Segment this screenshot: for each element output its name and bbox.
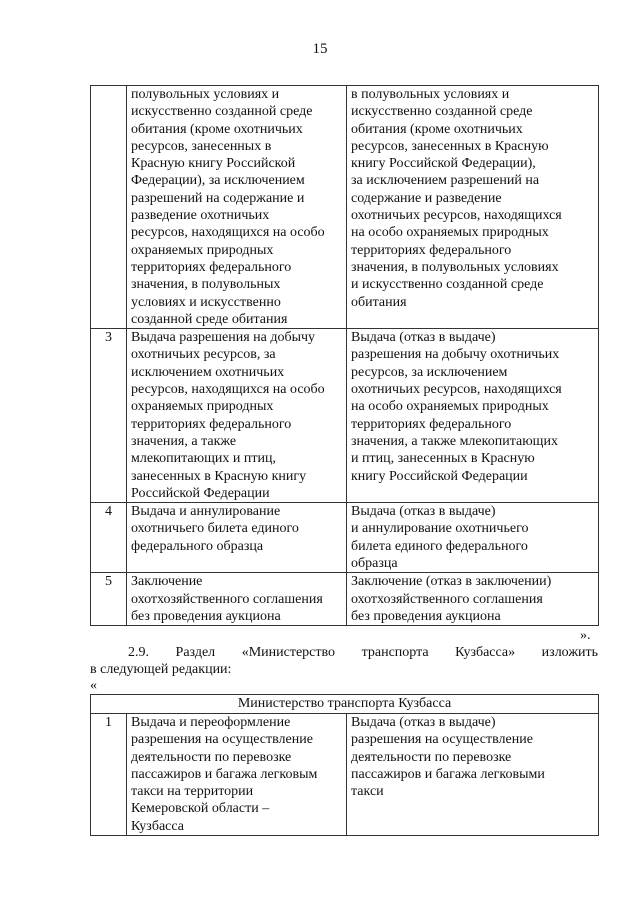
cell-line: на особо охраняемых природных [351, 399, 549, 415]
cell-line: охотхозяйственного соглашения [131, 591, 323, 607]
cell-line: территориях федерального [351, 242, 512, 258]
service-name-cell [127, 714, 347, 836]
cell-line: разрешений на содержание и [131, 190, 305, 206]
service-name-cell [127, 86, 347, 329]
paragraph-word: транспорта [361, 645, 429, 660]
cell-line: Выдача (отказ в выдаче) [351, 504, 496, 520]
table-row [91, 329, 599, 503]
cell-line: федерального образца [131, 538, 264, 554]
cell-line: образца [351, 556, 398, 572]
cell-line: охотничьих ресурсов, за [131, 347, 276, 363]
cell-line: без проведения аукциона [351, 608, 501, 624]
cell-line: охотхозяйственного соглашения [351, 591, 543, 607]
row-number: 4 [91, 503, 127, 573]
cell-line: Красную книгу Российской [131, 156, 296, 172]
cell-line: охотничьих ресурсов, находящихся [351, 382, 562, 398]
cell-line: Выдача и аннулирование [131, 504, 281, 520]
paragraph-word: 2.9. [128, 645, 149, 660]
cell-line: Федерации), за исключением [131, 173, 305, 189]
cell-line: такси [351, 784, 384, 800]
cell-line: созданной среде обитания [131, 311, 288, 327]
cell-line: обитания (кроме охотничьих [351, 121, 523, 137]
ministry-header: Министерство транспорта Кузбасса [91, 695, 599, 714]
cell-line: разрешения на осуществление [131, 732, 313, 748]
cell-line: значения, в полувольных [131, 277, 281, 293]
cell-line: искусственно созданной среде [351, 104, 533, 120]
cell-line: и искусственно созданной среде [351, 277, 544, 293]
table-row [91, 86, 599, 329]
paragraph-word: Раздел [175, 645, 216, 660]
cell-line: млекопитающих и птиц, [131, 451, 276, 467]
service-name-cell [127, 329, 347, 503]
paragraph-first-line [90, 644, 598, 661]
cell-line: разведение охотничьих [131, 208, 270, 224]
service-description-cell [347, 503, 599, 573]
cell-line: условиях и искусственно [131, 294, 281, 310]
cell-line: охотничьего билета единого [131, 521, 299, 537]
table-row [91, 503, 599, 573]
services-table-continued [90, 85, 599, 626]
table-row [91, 714, 599, 836]
cell-line: охраняемых природных [131, 399, 274, 415]
cell-line: ресурсов, находящихся на особо [131, 225, 325, 241]
cell-line: охраняемых природных [131, 242, 274, 258]
cell-line: деятельности по перевозке [351, 749, 512, 765]
cell-line: такси на территории [131, 784, 254, 800]
cell-line: разрешения на добычу охотничьих [351, 347, 560, 363]
service-description-cell [347, 573, 599, 626]
row-number: 3 [91, 329, 127, 503]
service-description-cell [347, 329, 599, 503]
row-number: 5 [91, 573, 127, 626]
paragraph-second-line: в следующей редакции: [90, 662, 232, 678]
cell-line: ресурсов, занесенных в [131, 138, 272, 154]
cell-line: территориях федерального [131, 259, 292, 275]
cell-line: искусственно созданной среде [131, 104, 313, 120]
cell-line: книгу Российской Федерации), [351, 156, 536, 172]
cell-line: значения, а также млекопитающих [351, 433, 558, 449]
cell-line: книгу Российской Федерации [351, 468, 528, 484]
cell-line: Заключение (отказ в заключении) [351, 574, 552, 590]
cell-line: территориях федерального [351, 416, 512, 432]
cell-line: и аннулирование охотничьего [351, 521, 529, 537]
cell-line: за исключением разрешений на [351, 173, 540, 189]
cell-line: занесенных в Красную книгу [131, 468, 307, 484]
transport-ministry-table [90, 694, 599, 836]
cell-line: Выдача и переоформление [131, 715, 291, 730]
cell-line: разрешения на осуществление [351, 732, 533, 748]
table-row [91, 573, 599, 626]
cell-line: без проведения аукциона [131, 608, 281, 624]
paragraph-word: «Министерство [241, 645, 336, 660]
paragraph-word: Кузбасса» [455, 645, 516, 660]
page-number: 15 [312, 41, 328, 57]
cell-line: деятельности по перевозке [131, 749, 292, 765]
paragraph-word: изложить [541, 645, 598, 660]
cell-line: значения, в полувольных условиях [351, 259, 559, 275]
cell-line: ресурсов, занесенных в Красную [351, 138, 549, 154]
cell-line: обитания (кроме охотничьих [131, 121, 303, 137]
closing-quote: ». [580, 628, 591, 643]
cell-line: Кемеровской области – [131, 801, 270, 817]
cell-line: на особо охраняемых природных [351, 225, 549, 241]
row-number [91, 86, 127, 329]
cell-line: территориях федерального [131, 416, 292, 432]
cell-line: пассажиров и багажа легковыми [351, 766, 545, 782]
cell-line: билета единого федерального [351, 538, 528, 554]
amendment-paragraph [90, 644, 598, 679]
opening-quote: « [90, 678, 97, 693]
cell-line: значения, а также [131, 433, 237, 449]
cell-line: Кузбасса [131, 818, 184, 834]
service-name-cell [127, 503, 347, 573]
service-description-cell [347, 714, 599, 836]
cell-line: охотничьих ресурсов, находящихся [351, 208, 562, 224]
cell-line: исключением охотничьих [131, 364, 285, 380]
cell-line: ресурсов, находящихся на особо [131, 382, 325, 398]
cell-line: пассажиров и багажа легковым [131, 766, 318, 782]
table-header-row [91, 695, 599, 714]
cell-line: и птиц, занесенных в Красную [351, 451, 535, 467]
cell-line: Выдача разрешения на добычу [131, 330, 316, 346]
cell-line: содержание и разведение [351, 190, 502, 206]
cell-line: полувольных условиях и [131, 87, 280, 102]
service-name-cell [127, 573, 347, 626]
cell-line: Российской Федерации [131, 485, 270, 501]
row-number: 1 [91, 714, 127, 836]
cell-line: Выдача (отказ в выдаче) [351, 715, 496, 730]
cell-line: ресурсов, за исключением [351, 364, 508, 380]
service-description-cell [347, 86, 599, 329]
cell-line: Выдача (отказ в выдаче) [351, 330, 496, 346]
cell-line: обитания [351, 294, 407, 310]
cell-line: в полувольных условиях и [351, 87, 510, 102]
cell-line: Заключение [131, 574, 203, 590]
